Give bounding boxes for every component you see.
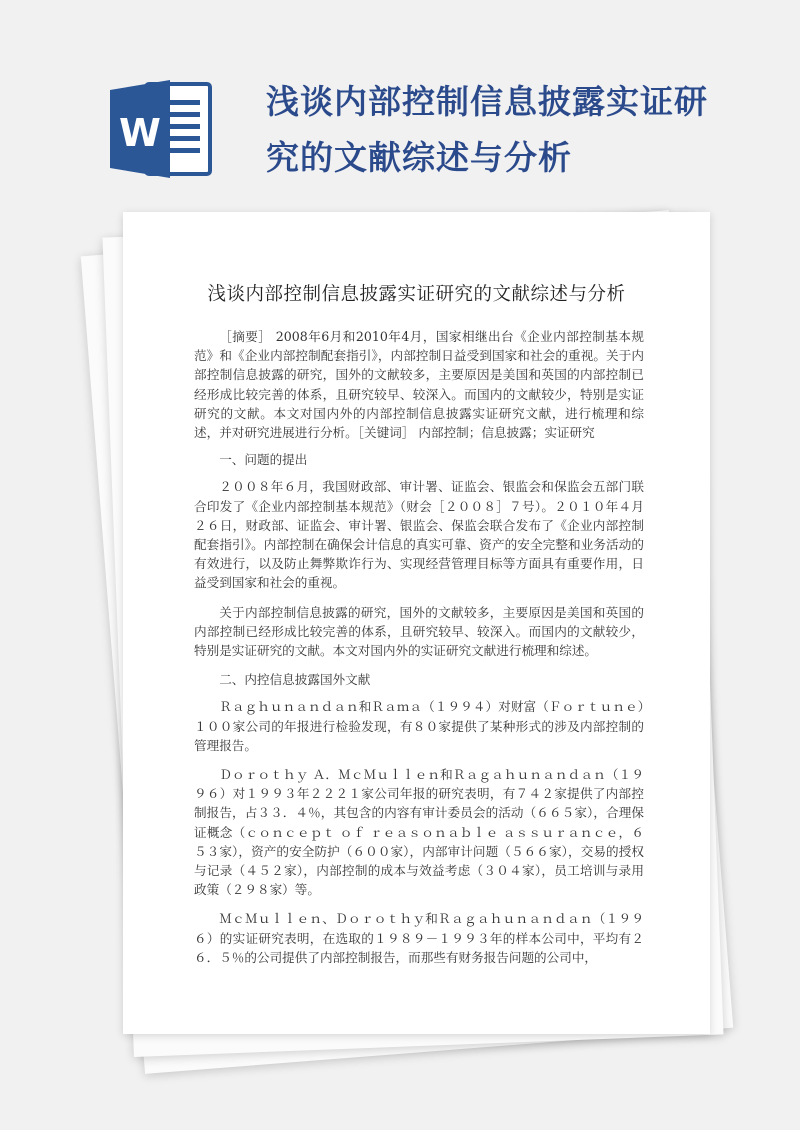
body-paragraph: Ｄｏｒｏｔｈｙ Ａ．ＭｃＭｕｌｌｅｎ和Ｒａｇａｈｕｎａｎｄａｎ（１９９６）对１９９３年２２２１家公司年报的研究表明，有７４２家提供了内部控制报告，占３３．４％，其包含的内容有审计委员会的活动（６６５家），合理保证概念（ｃｏｎｃｅｐｔ ｏｆ ｒｅａｓｏｎａｂｌｅ ａｓｓｕｒａｎｃｅ，６５３家），资产的安全防护（６００家），内部审计问题（５６６家），交易的授权与记录（４５２家），内部控制的成本与效益考虑（３０４家），员工培训与录用政策（２９８家）等。 (194, 767, 644, 898)
page-title: 浅谈内部控制信息披露实证研究的文献综述与分析 (266, 82, 708, 177)
body-paragraph: Ｒａｇｈｕｎａｎｄａｎ和Ｒａｍａ（１９９４）对财富（Ｆｏｒｔｕｎｅ）１００家公司的年报进行检验发现，有８０家提供了某种形式的涉及内部控制的管理报告。 (194, 699, 644, 753)
section-heading: 二、内控信息披露国外文献 (219, 672, 371, 688)
body-paragraph: ＭｃＭｕｌｌｅｎ、Ｄｏｒｏｔｈｙ和Ｒａｇａｈｕｎａｎｄａｎ（１９９６）的实证研究表明，在选取的１９８９－１９９３年的样本公司中，平均有２６．５％的公司提供了内部控制报告，而那些有财务报告问题的公司中， (194, 911, 644, 965)
word-icon-letter: W (119, 111, 161, 155)
section-heading: 一、问题的提出 (219, 452, 308, 468)
body-paragraph: ２００８年６月，我国财政部、审计署、证监会、银监会和保监会五部门联合印发了《企业内部控制基本规范》（财会［２００８］７号）。２０１０年４月２６日，财政部、证监会、审计署、银监会、保监会联合发布了《企业内部控制配套指引》。内部控制在确保会计信息的真实可靠、资产的安全完整和业务活动的有效进行，以及防止舞弊欺诈行为、实现经营管理目标等方面具有重要作用，日益受到国家和社会的重视。 (194, 479, 644, 591)
abstract-paragraph: ［摘要］ 2008年6月和2010年4月，国家相继出台《企业内部控制基本规范》和《企业内部控制配套指引》，内部控制日益受到国家和社会的重视。关于内部控制信息披露的研究，国外的文献较多，主要原因是美国和英国的内部控制已经形成比较完善的体系，且研究较早、较深入。而国内的文献较少，特别是实证研究的文献。本文对国内外的内部控制信息披露实证研究文献，进行梳理和综述，并对研究进展进行分析。［关键词］ 内部控制；信息披露；实证研究 (194, 329, 644, 441)
document-title: 浅谈内部控制信息披露实证研究的文献综述与分析 (207, 284, 626, 305)
document-page (123, 212, 710, 1034)
document-body (194, 327, 644, 977)
body-paragraph: 关于内部控制信息披露的研究，国外的文献较多，主要原因是美国和英国的内部控制已经形成比较完善的体系，且研究较早、较深入。而国内的文献较少，特别是实证研究的文献。本文对国内外的实证研究文献进行梳理和综述。 (194, 604, 644, 659)
